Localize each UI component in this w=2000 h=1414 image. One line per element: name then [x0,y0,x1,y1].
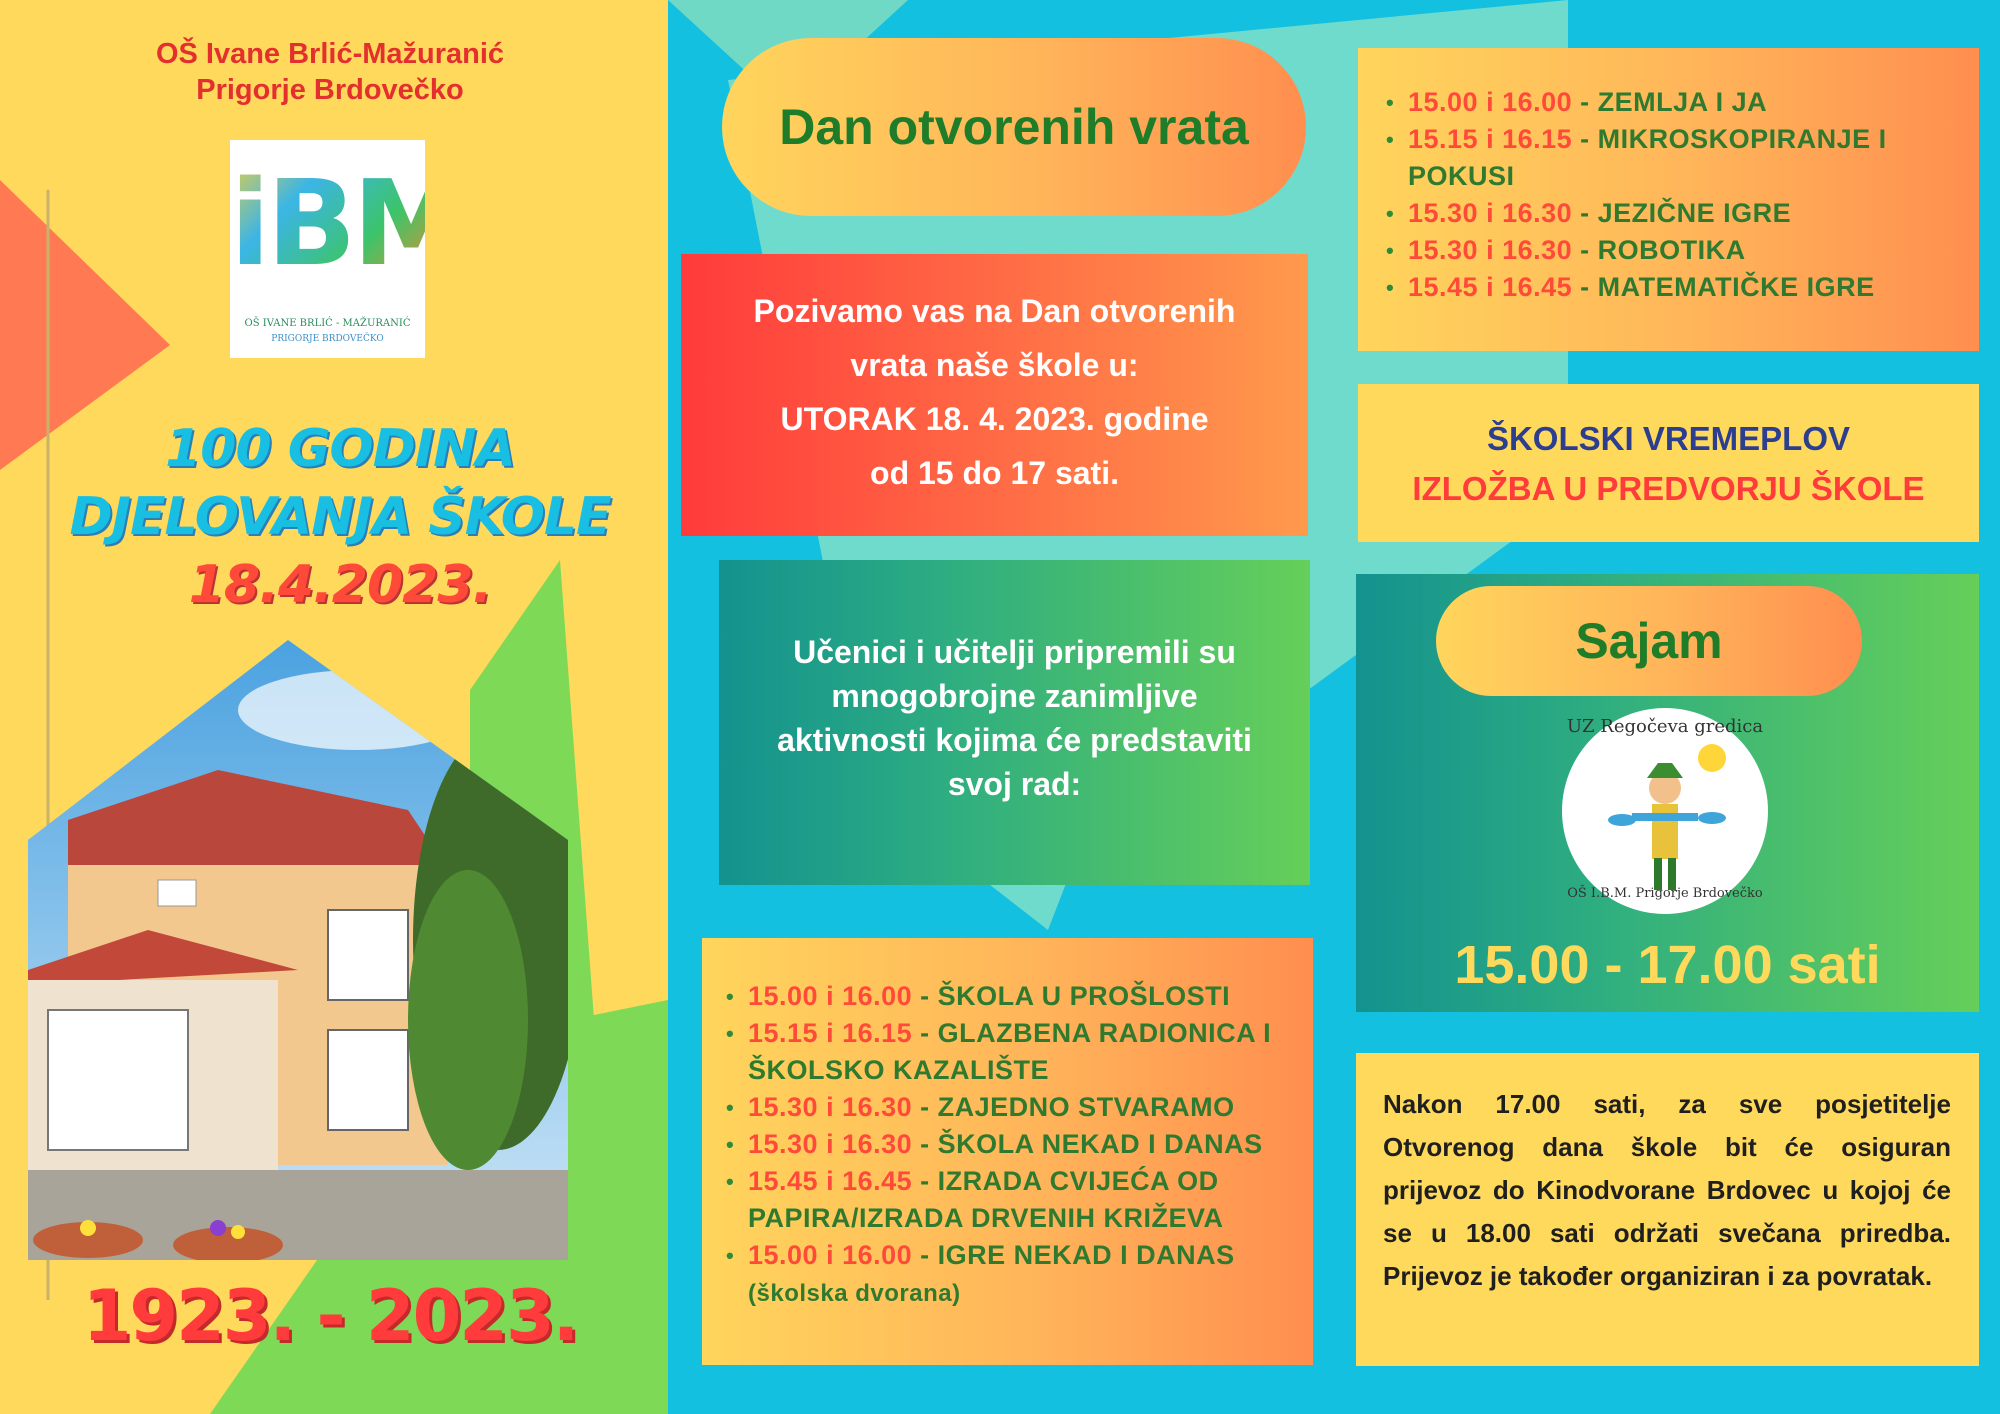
students-line2: mnogobrojne zanimljive [831,678,1198,714]
school-name-line1: OŠ Ivane Brlić-Mažuranić [155,38,505,70]
scarecrow-icon [1562,708,1768,914]
activity-separator: - [912,1240,938,1270]
activity-name: JEZIČNE IGRE [1597,198,1792,228]
exhibit-line1: ŠKOLSKI VREMEPLOV [1486,420,1851,457]
activity-time: 15.30 i 16.30 [1408,235,1573,265]
left-panel [0,0,668,1414]
badge-bottom-text: OŠ I.B.M. Prigorje Brdovečko [1567,886,1763,901]
school-photo [28,640,573,1265]
students-box [719,560,1310,885]
activity-separator: - [1572,198,1598,228]
activity-name: IZRADA CVIJEĆA OD PAPIRA/IZRADA DRVENIH KRIŽEVA [748,1166,1224,1233]
activity-item [722,1126,1293,1163]
activities-top-list [1382,84,1955,306]
activity-time: 15.15 i 16.15 [748,1018,913,1048]
students-line3: aktivnosti kojima će predstaviti [777,722,1252,758]
activities-top-box [1358,48,1979,351]
activity-name: ROBOTIKA [1597,235,1746,265]
logo-mark: iBM [230,148,425,298]
activity-name: ŠKOLA NEKAD I DANAS [937,1129,1263,1159]
activity-time: 15.00 i 16.00 [1408,87,1573,117]
activity-name: ZEMLJA I JA [1597,87,1768,117]
activity-item [1382,121,1955,195]
anniversary-line1: 100 GODINA [165,419,515,479]
activities-bottom-box [702,938,1313,1365]
anniversary-years: 1923. - 2023. [82,1275,578,1357]
invite-line1: Pozivamo vas na Dan otvorenih [753,293,1236,329]
right-panel [668,0,2000,1414]
activity-item [1382,269,1955,306]
activity-item [722,1163,1293,1237]
activity-item [1382,84,1955,121]
invite-line2: vrata naše škole u: [850,347,1139,383]
activity-separator: - [912,1018,938,1048]
activity-item [722,1237,1293,1312]
activity-item [722,1015,1293,1089]
activities-bottom-list [722,978,1293,1312]
logo-caption-1: OŠ IVANE BRLIĆ - MAŽURANIĆ [244,318,411,329]
exhibit-box [1358,384,1979,542]
invite-line4: od 15 do 17 sati. [870,455,1119,491]
school-name-line2: Prigorje Brdovečko [196,74,464,106]
activity-time: 15.15 i 16.15 [1408,124,1573,154]
activity-name: MATEMATIČKE IGRE [1597,272,1875,302]
after-event-text: Nakon 17.00 sati, za sve posjetitelje Otvorenog dana škole bit će osiguran prijevoz do Kinodvorane Brdovec u kojoj će se u 18.00 sati održati svečana priredba. Prijevoz je također organiziran i za povratak. [1356,1053,1979,1366]
badge-top-text: UZ Regočeva gredica [1566,716,1764,737]
activity-time: 15.00 i 16.00 [748,1240,913,1270]
students-line1: Učenici i učitelji pripremili su [793,634,1236,670]
fair-time: 15.00 - 17.00 sati [1454,935,1881,995]
activity-time: 15.30 i 16.30 [1408,198,1573,228]
fair-badge [1562,708,1768,914]
activity-separator: - [912,1092,938,1122]
activity-item [1382,232,1955,269]
activity-item [722,978,1293,1015]
anniversary-date: 18.4.2023. [188,555,492,615]
activity-separator: - [1572,124,1598,154]
activity-name: ZAJEDNO STVARAMO [937,1092,1235,1122]
fair-box [1356,574,1979,1012]
school-logo [230,140,466,358]
activity-separator: - [912,1166,938,1196]
invite-box [681,254,1308,536]
activity-time: 15.45 i 16.45 [1408,272,1573,302]
activity-name: ŠKOLA U PROŠLOSTI [937,981,1231,1011]
logo-caption-2: PRIGORJE BRDOVEČKO [271,334,384,344]
activity-separator: - [1572,272,1598,302]
activity-item [722,1089,1293,1126]
fair-title: Sajam [1436,586,1862,696]
activity-name: MIKROSKOPIRANJE I POKUSI [1408,124,1887,191]
activity-name: IGRE NEKAD I DANAS [937,1240,1235,1270]
anniversary-line2: DJELOVANJA ŠKOLE [69,487,611,547]
activity-extra: (školska dvorana) [748,1280,961,1307]
activity-item [1382,195,1955,232]
page-title: Dan otvorenih vrata [722,38,1306,216]
students-line4: svoj rad: [947,766,1082,802]
activity-time: 15.00 i 16.00 [748,981,913,1011]
activity-separator: - [1572,87,1598,117]
exhibit-line2: IZLOŽBA U PREDVORJU ŠKOLE [1412,470,1925,507]
activity-time: 15.30 i 16.30 [748,1129,913,1159]
activity-name: GLAZBENA RADIONICA I ŠKOLSKO KAZALIŠTE [748,1018,1272,1085]
activity-separator: - [1572,235,1598,265]
activity-time: 15.45 i 16.45 [748,1166,913,1196]
invite-line3: UTORAK 18. 4. 2023. godine [780,401,1209,437]
activity-separator: - [912,1129,938,1159]
activity-separator: - [912,981,938,1011]
activity-time: 15.30 i 16.30 [748,1092,913,1122]
